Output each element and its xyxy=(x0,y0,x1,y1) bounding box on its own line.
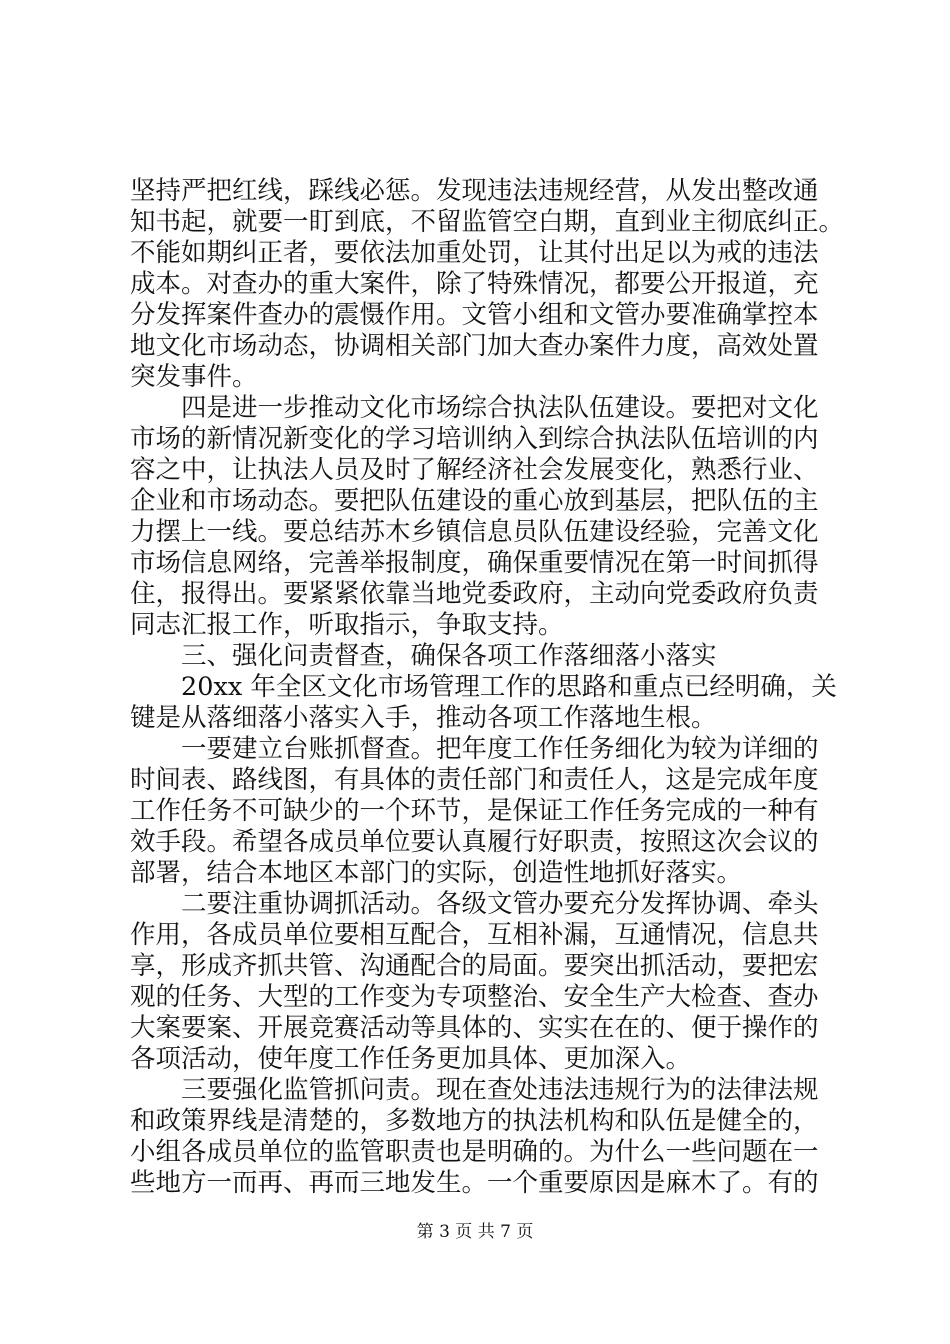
text-line: 效手段。希望各成员单位要认真履行好职责，按照这次会议的 xyxy=(130,827,819,857)
text-line: 同志汇报工作，听取指示，争取支持。 xyxy=(130,610,564,640)
page-number-footer: 第 3 页 共 7 页 xyxy=(416,1222,534,1242)
text-line: 各项活动，使年度工作任务更加具体、更加深入。 xyxy=(130,1044,692,1074)
text-line: 住，报得出。要紧紧依靠当地党委政府，主动向党委政府负责 xyxy=(130,579,819,609)
text-line: 突发事件。 xyxy=(130,362,258,392)
text-line: 小组各成员单位的监管职责也是明确的。为什么一些问题在一 xyxy=(130,1137,819,1167)
text-line: 力摆上一线。要总结苏木乡镇信息员队伍建设经验，完善文化 xyxy=(130,517,819,547)
text-line: 和政策界线是清楚的，多数地方的执法机构和队伍是健全的， xyxy=(130,1106,819,1136)
text-line: 容之中，让执法人员及时了解经济社会发展变化，熟悉行业、 xyxy=(130,455,819,485)
text-line: 四是进一步推动文化市场综合执法队伍建设。要把对文化 xyxy=(181,393,819,423)
text-line: 市场的新情况新变化的学习培训纳入到综合执法队伍培训的内 xyxy=(130,424,819,454)
text-line: 时间表、路线图，有具体的责任部门和责任人，这是完成年度 xyxy=(130,765,819,795)
text-line: 二要注重协调抓活动。各级文管办要充分发挥协调、牵头 xyxy=(181,889,819,919)
text-line: 三要强化监管抓问责。现在查处违法违规行为的法律法规 xyxy=(181,1075,819,1105)
text-line: 地文化市场动态，协调相关部门加大查办案件力度，高效处置 xyxy=(130,331,819,361)
text-line: 一要建立台账抓督查。把年度工作任务细化为较为详细的 xyxy=(181,734,819,764)
text-line: 企业和市场动态。要把队伍建设的重心放到基层，把队伍的主 xyxy=(130,486,819,516)
text-line: 不能如期纠正者，要依法加重处罚，让其付出足以为戒的违法 xyxy=(130,238,819,268)
text-line: 成本。对查办的重大案件，除了特殊情况，都要公开报道，充 xyxy=(130,269,819,299)
section-heading: 三、强化问责督查，确保各项工作落细落小落实 xyxy=(181,641,717,671)
text-line: 20xx 年全区文化市场管理工作的思路和重点已经明确，关 xyxy=(181,672,837,702)
text-line: 作用，各成员单位要相互配合，互相补漏，互通情况，信息共 xyxy=(130,920,819,950)
text-line: 市场信息网络，完善举报制度，确保重要情况在第一时间抓得 xyxy=(130,548,819,578)
text-line: 键是从落细落小落实入手，推动各项工作落地生根。 xyxy=(130,703,717,733)
text-line: 分发挥案件查办的震慑作用。文管小组和文管办要准确掌控本 xyxy=(130,300,819,330)
text-line: 部署，结合本地区本部门的实际，创造性地抓好落实。 xyxy=(130,858,743,888)
text-line: 些地方一而再、再而三地发生。一个重要原因是麻木了。有的 xyxy=(130,1168,819,1198)
text-line: 享，形成齐抓共管、沟通配合的局面。要突出抓活动，要把宏 xyxy=(130,951,819,981)
text-line: 知书起，就要一盯到底，不留监管空白期，直到业主彻底纠正。 xyxy=(130,207,845,237)
text-line: 大案要案、开展竞赛活动等具体的、实实在在的、便于操作的 xyxy=(130,1013,819,1043)
text-line: 工作任务不可缺少的一个环节，是保证工作任务完成的一种有 xyxy=(130,796,819,826)
text-line: 观的任务、大型的工作变为专项整治、安全生产大检查、查办 xyxy=(130,982,819,1012)
text-line: 坚持严把红线，踩线必惩。发现违法违规经营，从发出整改通 xyxy=(130,176,819,206)
